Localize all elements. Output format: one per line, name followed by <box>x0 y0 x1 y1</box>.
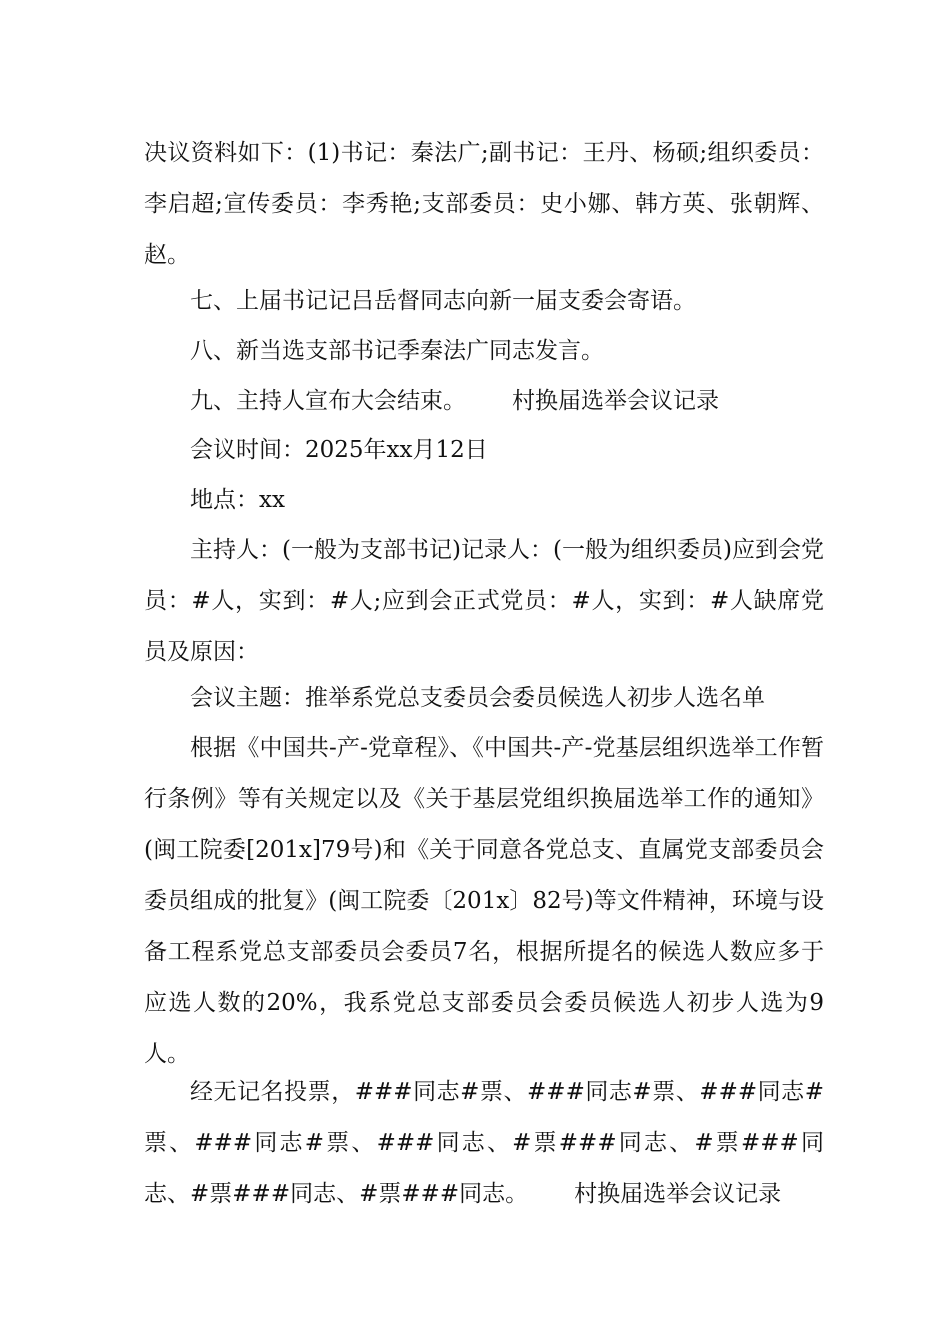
paragraph-text: 八、新当选支部书记季秦法广同志发言。 <box>190 338 604 364</box>
paragraph-text: 决议资料如下：(1)书记：秦法广;副书记：王丹、杨硕;组织委员：李启超;宣传委员：李秀艳;支部委员：史小娜、韩方英、张朝辉、赵。 <box>144 140 824 268</box>
paragraph-meeting-time <box>144 425 824 476</box>
paragraph-meeting-topic <box>144 673 824 724</box>
paragraph-attendance <box>144 525 824 678</box>
inline-title: 村换届选举会议记录 <box>574 1181 782 1207</box>
paragraph-location <box>144 475 824 526</box>
paragraph-text: 会议时间：2025年xx月12日 <box>190 437 488 463</box>
paragraph-text: 经无记名投票，###同志#票、###同志#票、###同志#票、###同志#票、###同志、#票###同志、#票###同志、#票###同志、#票###同志。 <box>144 1079 824 1207</box>
paragraph-election-results <box>144 128 824 281</box>
paragraph-item-eight <box>144 326 824 377</box>
paragraph-basis <box>144 723 824 1080</box>
paragraph-item-nine <box>144 376 824 427</box>
paragraph-text: 主持人：(一般为支部书记)记录人：(一般为组织委员)应到会党员：#人，实到：#人;应到会正式党员：#人，实到：#人缺席党员及原因： <box>144 537 824 665</box>
inline-title: 村换届选举会议记录 <box>512 388 719 414</box>
paragraph-text: 九、主持人宣布大会结束。 <box>190 388 466 414</box>
paragraph-text: 七、上届书记记吕岳督同志向新一届支委会寄语。 <box>190 288 696 314</box>
paragraph-text: 会议主题：推举系党总支委员会委员候选人初步人选名单 <box>190 685 765 711</box>
paragraph-text: 根据《中国共-产-党章程》、《中国共-产-党基层组织选举工作暂行条例》等有关规定以及《关于基层党组织换届选举工作的通知》(闽工院委[201x]79号)和《关于同意各党总支、直属党支部委员会委员组成的批复》(闽工院委〔201x〕82号)等文件精神，环境与设备工程系党总支部委员会委员7名，根据所提名的候选人数应多于应选人数的20%，我系党总支部委员会委员候选人初步人选为9人。 <box>144 735 824 1067</box>
paragraph-item-seven <box>144 276 824 327</box>
paragraph-text: 地点：xx <box>190 487 285 513</box>
paragraph-vote-results <box>144 1067 824 1220</box>
